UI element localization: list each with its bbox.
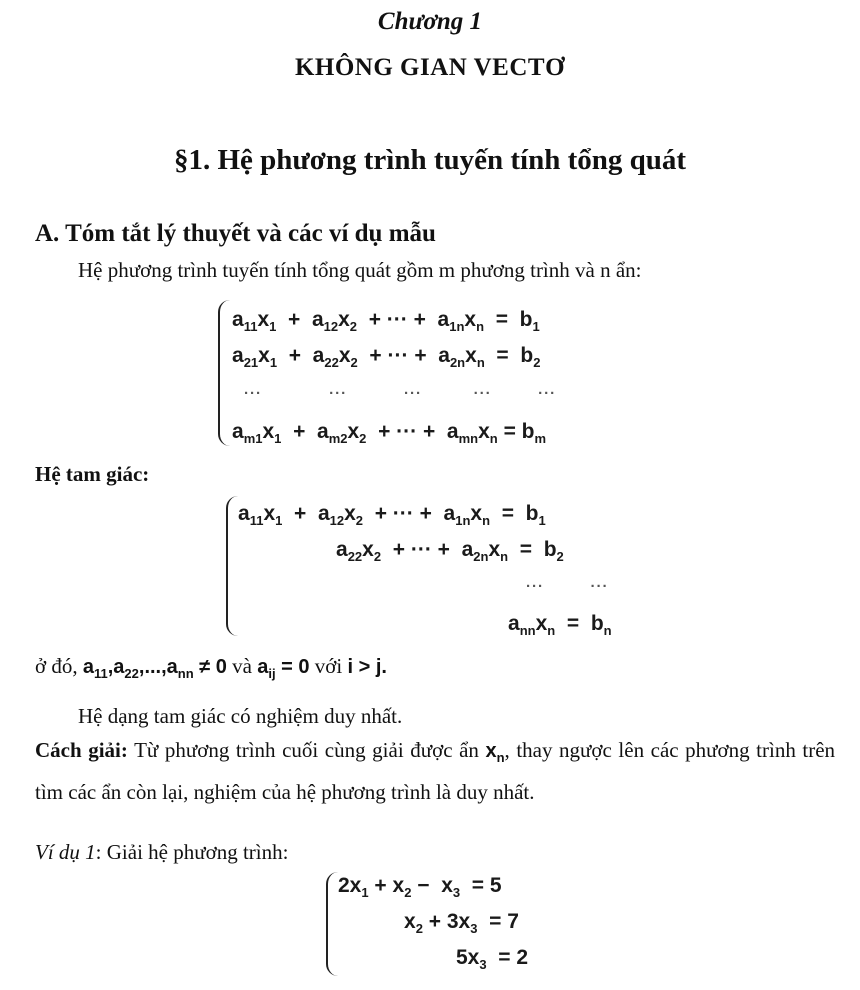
equation-row: $5x_3 = 2$: [456, 946, 529, 973]
zero-below-formula: $a_{ij} = 0$: [257, 656, 310, 681]
equation-row: $a_{11}x_1 + a_{12}x_2$ + ··· + $a_{1n}x_n = b_1$: [232, 308, 540, 335]
method-text-before: Từ phương trình cuối cùng giải được ẩn: [134, 738, 479, 762]
ellipsis-row: ··· ···: [526, 578, 609, 595]
chapter-title: KHÔNG GIAN VECTƠ: [294, 54, 566, 81]
equation-row: $a_{21}x_1 + a_{22}x_2$ + ··· + $a_{2n}x_n = b_2$: [232, 344, 541, 371]
chapter-label: Chương 1: [377, 8, 483, 35]
equation-row: $2x_1 + x_2 - x_3 = 5$: [338, 874, 502, 901]
system-brace: [326, 872, 338, 976]
unique-solution-text: Hệ dạng tam giác có nghiệm duy nhất.: [78, 704, 403, 728]
equation-row: $a_{11}x_1 + a_{12}x_2$ + ··· + $a_{1n}x_n = b_1$: [238, 502, 546, 529]
where-prefix: ở đó,: [35, 654, 78, 678]
condition-suffix: với: [314, 654, 343, 678]
method-label: Cách giải:: [35, 738, 128, 762]
system-brace: [226, 496, 238, 636]
method-paragraph: [35, 733, 835, 809]
connector-word: và: [232, 654, 252, 678]
intro-text: Hệ phương trình tuyến tính tổng quát gồm m phương trình và n ẩn:: [78, 258, 642, 282]
triangular-label: Hệ tam giác:: [35, 462, 150, 486]
example-label: Ví dụ 1: [35, 840, 96, 864]
equation-row: $a_{m1}x_1 + a_{m2}x_2$ + ··· + $a_{mn}x_n = b_m$: [232, 420, 547, 447]
index-condition-formula: i > j.: [347, 656, 387, 678]
example-text: : Giải hệ phương trình:: [95, 840, 289, 864]
variable-xn: $x_n$: [485, 740, 505, 765]
method-text-after: , thay ngược lên các phương trình trên tìm các ẩn còn lại, nghiệm của hệ phương trình là duy nhất.: [35, 738, 836, 804]
section-title: §1. Hệ phương trình tuyến tính tổng quát: [173, 144, 687, 176]
system-brace: [218, 300, 230, 446]
diagonal-nonzero-formula: $a_{11},a_{22},...,a_{nn} \ne 0$: [82, 656, 227, 681]
equation-row: $a_{22}x_2$ + ··· + $a_{2n}x_n = b_2$: [336, 538, 564, 565]
subsection-title: A. Tóm tắt lý thuyết và các ví dụ mẫu: [35, 220, 436, 247]
equation-row: $a_{nn}x_n = b_n$: [508, 612, 612, 639]
ellipsis-row: ··· ··· ··· ··· ···: [244, 385, 557, 402]
example-heading: [35, 840, 288, 865]
condition-text: [35, 654, 387, 681]
equation-row: $x_2 + 3x_3 = 7$: [404, 910, 519, 937]
